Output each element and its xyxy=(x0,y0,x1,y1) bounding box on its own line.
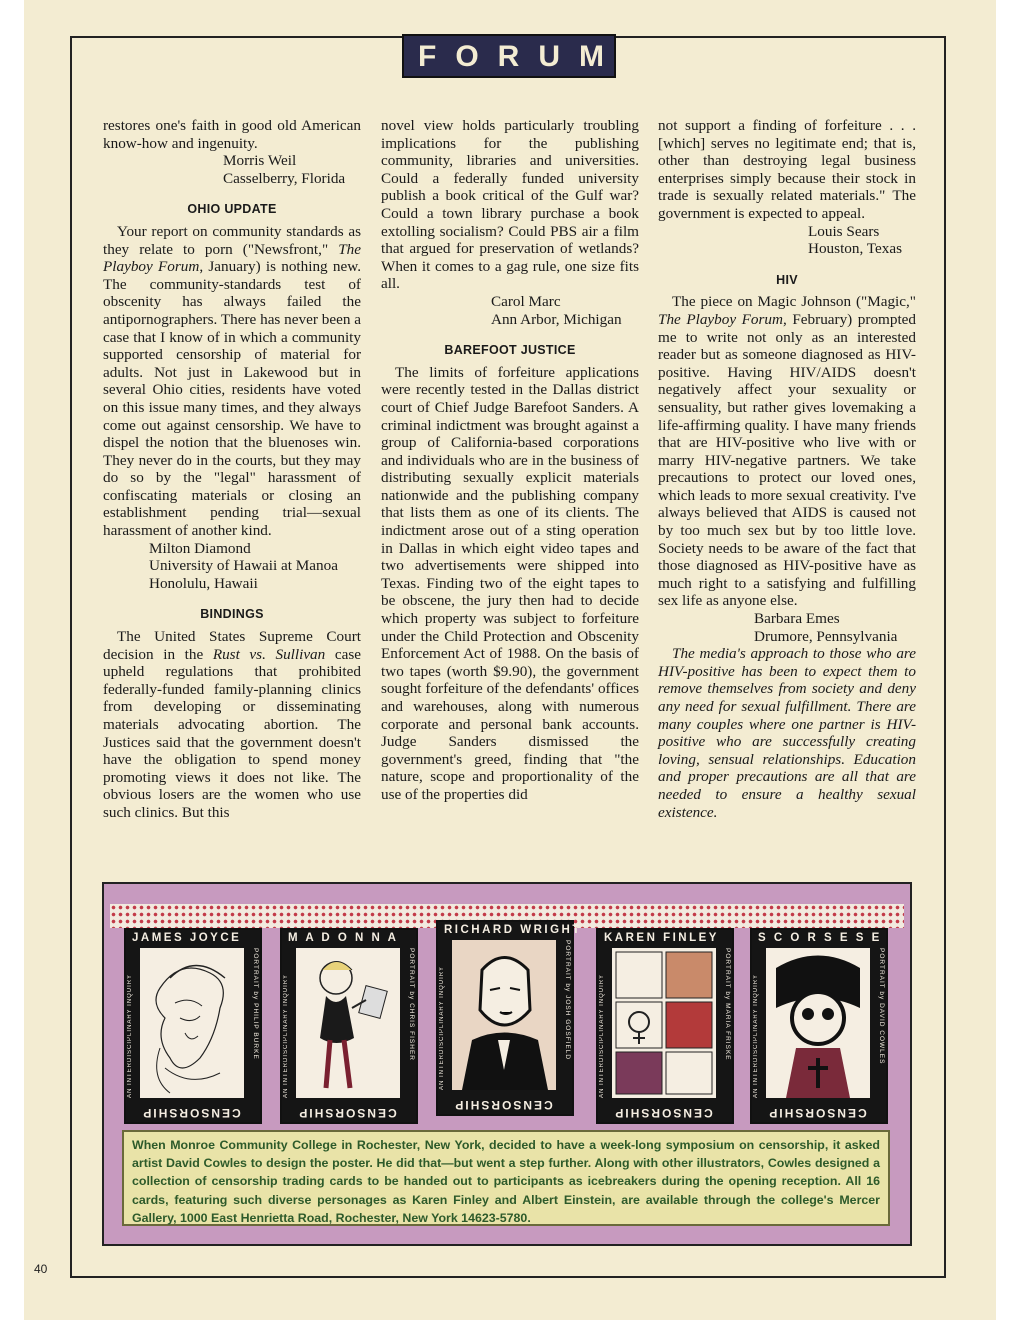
publication-title: The Playboy Forum xyxy=(103,240,361,276)
trading-card xyxy=(436,920,582,1116)
column-1 xyxy=(103,117,361,822)
paragraph: not support a finding of forfeiture . . . [which] serves no legitimate end; that is, other than destroying legal business enterprises simply because their stock in trade is sexually related materials." The government is expected to appeal. xyxy=(658,117,916,222)
signature-name: Barbara Emes xyxy=(754,610,840,628)
card-series-side: AN INTERDISCIPLINARY INQUIRY xyxy=(439,965,445,1090)
signature-org: University of Hawaii at Manoa xyxy=(149,557,338,575)
signature-place: Houston, Texas xyxy=(808,240,902,258)
signature-name: Morris Weil xyxy=(223,152,297,170)
signature-name: Louis Sears xyxy=(808,222,880,240)
card-credit: PORTRAIT by CHRIS FISHER xyxy=(408,948,415,1061)
card-credit: PORTRAIT by MARIA FRISKE xyxy=(724,948,731,1061)
card-name: M A D O N N A xyxy=(288,932,399,944)
paragraph xyxy=(103,628,361,822)
text-run: Your report on community standards as they relate to porn ("Newsfront," xyxy=(103,222,361,258)
signature-place: Casselberry, Florida xyxy=(223,169,346,187)
card-credit: PORTRAIT by JOSH GOSFIELD xyxy=(564,940,571,1061)
case-name: Rust vs. Sullivan xyxy=(212,645,326,663)
trading-card xyxy=(124,928,262,1124)
woodcut-illustration xyxy=(452,940,556,1090)
trading-card xyxy=(750,928,888,1124)
editor-reply: The media's approach to those who are HIV-positive has been to expect them to remove themselves from society and deny any need for sexual fulfillment. There are many couples where one partner is HIV-positive who are successfully creating loving, sensual relationships. Education and proper precautions are all that are needed to ensure a healthy sexual existence. xyxy=(658,645,916,821)
subheading: OHIO UPDATE xyxy=(187,202,277,217)
paragraph: restores one's faith in good old American know-how and ingenuity. xyxy=(103,117,361,152)
card-name: JAMES JOYCE xyxy=(132,932,242,944)
card-series-title: CENSORSHIP xyxy=(141,1106,241,1120)
cartoon-illustration xyxy=(296,948,400,1098)
sketch-illustration xyxy=(140,948,244,1098)
card-credit: PORTRAIT by DAVID COWLES xyxy=(878,948,885,1065)
subheading: BINDINGS xyxy=(200,607,264,622)
paragraph xyxy=(658,293,916,610)
signature-name: Carol Marc xyxy=(491,292,561,310)
text-run: , February) prompted me to write not only as an interested reader but as someone diagnosed as HIV-positive. Having HIV/AIDS doesn't negatively affect your sexuality or sensuality, but rather gives lovemaking a life-affirming quality. I have many friends that are HIV-positive who live with or marry HIV-negative partners. We take precautions to protect our loved ones, which leads to more sexual creativity. I've always believed that AIDS is caused not by too much sex but by too little love. Society needs to be aware of the fact that those diagnosed as HIV-positive have as much right to a satisfying and fulfilling sex life as anyone else. xyxy=(658,310,916,610)
signature-name: Milton Diamond xyxy=(149,539,251,557)
signature-place: Ann Arbor, Michigan xyxy=(491,310,622,328)
subheading: BAREFOOT JUSTICE xyxy=(444,343,576,358)
card-series-side: AN INTERDISCIPLINARY INQUIRY xyxy=(599,973,605,1098)
card-name: S C O R S E S E xyxy=(758,932,882,944)
card-portrait-wright xyxy=(452,940,556,1090)
card-portrait-scorsese xyxy=(766,948,870,1098)
text-run: case upheld regulations that prohibited federally-funded family-planning clinics from developing or disseminating materials advocating abortion. The Justices said that the government doesn't have the obligation to spend money promoting views it does not like. The obvious losers are the women who use such clinics. But this xyxy=(103,645,361,821)
collage-illustration xyxy=(612,948,716,1098)
signature-place: Honolulu, Hawaii xyxy=(149,574,258,592)
paragraph: novel view holds particularly troubling implications for the publishing community, libraries and universities. Could a federally funded university publish a book critical of the Gulf war? Could a town library purchase a book extolling socialism? Could PBS air a film that argued for preservation of wetlands? When it comes to a gag rule, one size fits all. xyxy=(381,117,639,293)
card-portrait-finley xyxy=(612,948,716,1098)
text-run: The United States Supreme Court decision in the xyxy=(103,628,361,663)
card-name: RICHARD WRIGHT xyxy=(444,924,582,936)
page-number: 40 xyxy=(34,1262,48,1276)
card-series-title: CENSORSHIP xyxy=(297,1106,397,1120)
column-3 xyxy=(658,117,916,821)
card-series-title: CENSORSHIP xyxy=(453,1098,553,1112)
trading-card xyxy=(596,928,734,1124)
subheading: HIV xyxy=(776,272,798,287)
section-masthead: FORUM xyxy=(402,34,616,78)
paragraph: The limits of forfeiture applications were recently tested in the Dallas district court of Chief Judge Barefoot Sanders. A criminal indictment was brought against a group of California-based corporations and individuals who are in the business of distributing sexually explicit materials nationwide and the publishing company that lists them as one of its clients. The indictment arose out of a sting operation in Dallas in which eight video tapes and two advertisements were shipped into Texas. Finding two of the eight tapes to be obscene, the jury then had to decide which property was subject to forfeiture under the Child Protection and Obscenity Enforcement Act of 1988. On the basis of two tapes (worth $9.90), the government sought forfeiture of the defendants' offices and warehouses, along with numerous corporate and personal bank accounts. Judge Sanders dismissed the government's greed, finding that "the nature, scope and proportionality of the use of the properties did xyxy=(381,363,639,803)
card-series-side: AN INTERDISCIPLINARY INQUIRY xyxy=(283,973,289,1098)
card-series-side: AN INTERDISCIPLINARY INQUIRY xyxy=(753,973,759,1098)
trading-cards xyxy=(124,924,904,1120)
signature-place: Drumore, Pennsylvania xyxy=(754,627,898,645)
card-portrait-joyce xyxy=(140,948,244,1098)
text-run: , January) is nothing new. The community-standards test of obscenity has always failed the antipornographers. There has never been a case that I know of in which a community supported censorship of material for adults. Not just in Lakewood but in several Ohio cities, residents have voted on this issue many times, and they always come out against censorship. We have to dispel the notion that the bluenoses win. They never do in the courts, but they may do so by the "legal" harassment of confiscating materials or closing an establishment pending trial—sexual harassment of another kind. xyxy=(103,258,361,540)
paragraph xyxy=(103,223,361,540)
trading-card xyxy=(280,928,418,1124)
card-series-title: CENSORSHIP xyxy=(767,1106,867,1120)
card-name: KAREN FINLEY xyxy=(604,932,719,944)
publication-title: The Playboy Forum xyxy=(658,310,783,328)
poster-caption: When Monroe Community College in Rochester, New York, decided to have a week-long symposium on censorship, it asked artist David Cowles to design the poster. He did that—but went a step further. Along with other illustrators, Cowles designed a collection of censorship trading cards to be handed out to participants as icebreakers during the opening reception. All 16 cards, featuring such diverse personages as Karen Finley and Albert Einstein, are available through the college's Mercer Gallery, 1000 East Henrietta Road, Rochester, New York 14623-5780. xyxy=(122,1130,890,1226)
card-series-title: CENSORSHIP xyxy=(613,1106,713,1120)
text-run: The piece on Magic Johnson ("Magic," xyxy=(672,293,916,311)
card-credit: PORTRAIT by PHILIP BURKE xyxy=(252,948,259,1060)
graphic-illustration xyxy=(766,948,870,1098)
card-series-side: AN INTERDISCIPLINARY INQUIRY xyxy=(127,973,133,1098)
column-2 xyxy=(381,117,639,804)
card-portrait-madonna xyxy=(296,948,400,1098)
